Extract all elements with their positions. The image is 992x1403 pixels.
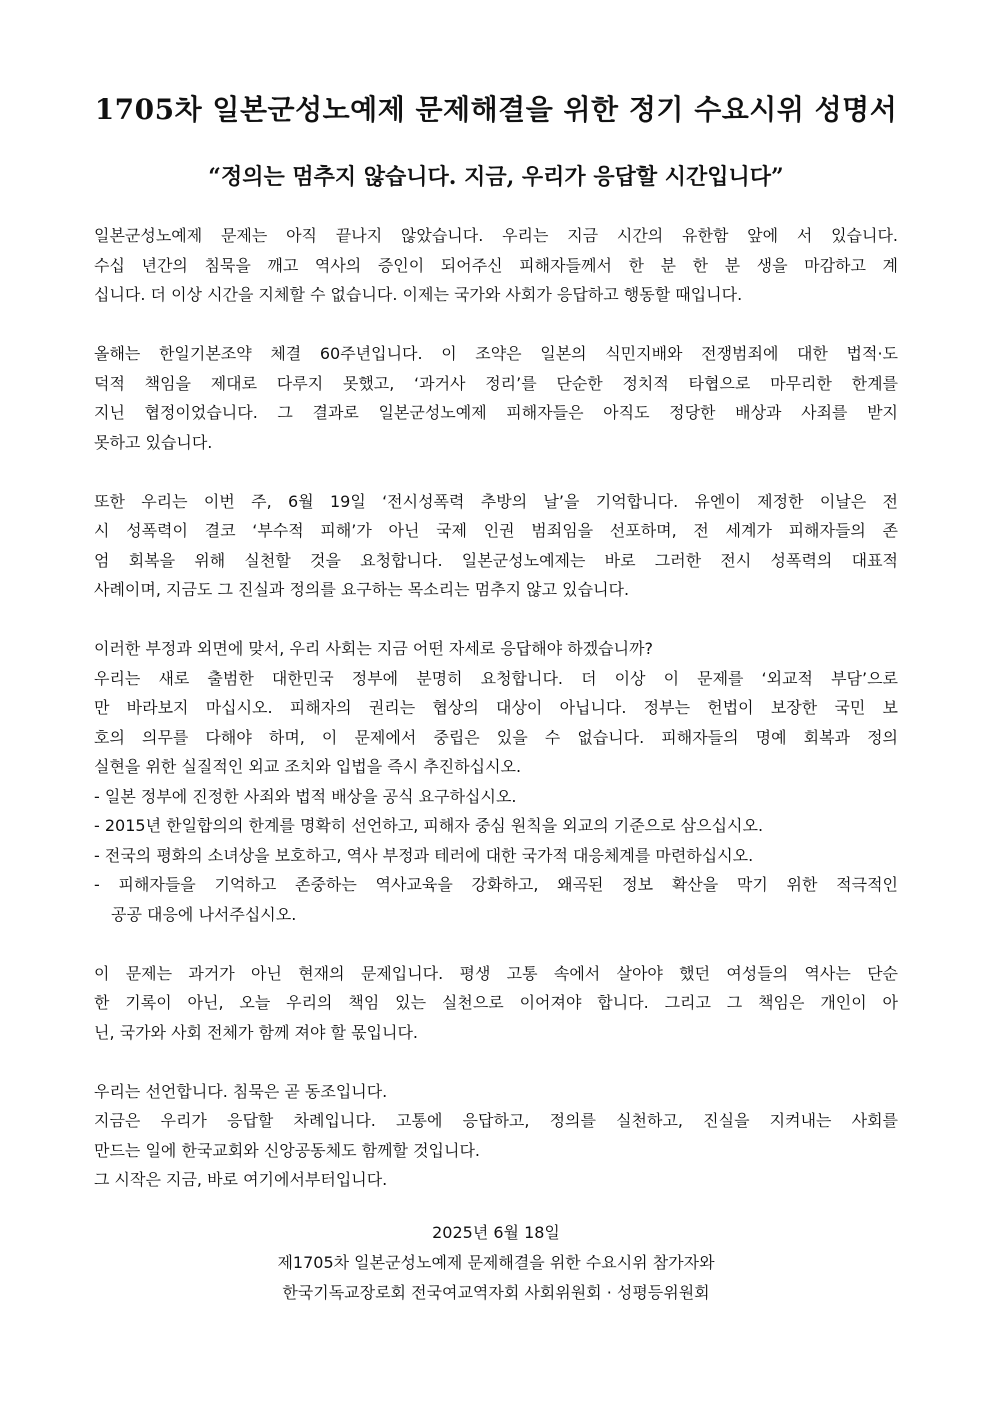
text-line: 실현을 위한 실질적인 외교 조치와 입법을 즉시 추진하십시오. [94,757,522,776]
text-line: 십니다. 더 이상 시간을 지체할 수 없습니다. 이제는 국가와 사회가 응답하고 행동할 때입니다. [94,285,743,304]
document-subtitle: “정의는 멈추지 않습니다. 지금, 우리가 응답할 시간입니다” [208,164,784,190]
signatory-line: 한국기독교장로회 전국여교역자회 사회위원회 · 성평등위원회 [282,1283,710,1302]
text-line: 이러한 부정과 외면에 맞서, 우리 사회는 지금 어떤 자세로 응답해야 하겠습니까? [94,639,654,658]
text-line: 또한 우리는 이번 주, 6월 19일 ‘전시성폭력 추방의 날’을 기억합니다. 유엔이 제정한 이날은 전 [94,491,898,511]
paragraph-gap [94,457,898,487]
paragraph-gap [94,929,898,959]
text-line: 이 문제는 과거가 아닌 현재의 문제입니다. 평생 고통 속에서 살아야 했던 여성들의 역사는 단순 [94,963,898,983]
paragraph-gap [94,310,898,340]
text-line: 만 바라보지 마십시오. 피해자의 권리는 협상의 대상이 아닙니다. 정부는 헌법이 보장한 국민 보 [94,698,898,717]
text-line: 수십 년간의 침묵을 깨고 역사의 증인이 되어주신 피해자들께서 한 분 한 분 생을 마감하고 계 [94,255,898,275]
paragraph-gap [94,1047,898,1077]
signature-block [0,1218,992,1308]
list-item: - 피해자들을 기억하고 존중하는 역사교육을 강화하고, 왜곡된 정보 확산을 막기 위한 적극적인 [94,875,898,894]
text-line: 만드는 일에 한국교회와 신앙공동체도 함께할 것입니다. [94,1140,481,1160]
text-line: 우리는 선언합니다. 침묵은 곧 동조입니다. [94,1081,388,1101]
text-line: 지닌 협정이었습니다. 그 결과로 일본군성노예제 피해자들은 아직도 정당한 배상과 사죄를 받지 [94,403,898,422]
text-line: 그 시작은 지금, 바로 여기에서부터입니다. [94,1170,388,1189]
document-title: 1705차 일본군성노예제 문제해결을 위한 정기 수요시위 성명서 [94,93,898,126]
text-line: 일본군성노예제 문제는 아직 끝나지 않았습니다. 우리는 지금 시간의 유한함 앞에 서 있습니다. [94,226,898,245]
list-item: - 전국의 평화의 소녀상을 보호하고, 역사 부정과 테러에 대한 국가적 대응체계를 마련하십시오. [94,845,754,865]
text-line: 우리는 새로 출범한 대한민국 정부에 분명히 요청합니다. 더 이상 이 문제를 ‘외교적 부담’으로 [94,668,898,688]
text-line: 닌, 국가와 사회 전체가 함께 져야 할 몫입니다. [94,1022,418,1042]
signatory-line: 제1705차 일본군성노예제 문제해결을 위한 수요시위 참가자와 [277,1253,715,1272]
text-line: 못하고 있습니다. [94,432,213,452]
list-item: - 일본 정부에 진정한 사죄와 법적 배상을 공식 요구하십시오. [94,786,517,806]
text-line: 호의 의무를 다해야 하며, 이 문제에서 중립은 있을 수 없습니다. 피해자들의 명예 회복과 정의 [94,727,898,747]
paragraph-gap [94,605,898,635]
text-line: 덕적 책임을 제대로 다루지 못했고, ‘과거사 정리’를 단순한 정치적 타협으로 마무리한 한계를 [94,373,898,393]
list-item: - 2015년 한일합의의 한계를 명확히 선언하고, 피해자 중심 원칙을 외교의 기준으로 삼으십시오. [94,816,764,835]
text-line: 엄 회복을 위해 실천할 것을 요청합니다. 일본군성노예제는 바로 그러한 전시 성폭력의 대표적 [94,550,898,570]
text-line: 올해는 한일기본조약 체결 60주년입니다. 이 조약은 일본의 식민지배와 전쟁범죄에 대한 법적·도 [94,344,898,363]
text-line: 한 기록이 아닌, 오늘 우리의 책임 있는 실천으로 이어져야 합니다. 그리고 그 책임은 개인이 아 [94,993,898,1012]
statement-date: 2025년 6월 18일 [432,1223,560,1242]
text-line: 사례이며, 지금도 그 진실과 정의를 요구하는 목소리는 멈추지 않고 있습니다. [94,580,630,599]
text-line: 지금은 우리가 응답할 차례입니다. 고통에 응답하고, 정의를 실천하고, 진실을 지켜내는 사회를 [94,1111,898,1130]
list-item-continuation: 공공 대응에 나서주십시오. [111,904,297,924]
statement-body [94,221,898,1195]
text-line: 시 성폭력이 결코 ‘부수적 피해’가 아닌 국제 인권 범죄임을 선포하며, 전 세계가 피해자들의 존 [94,521,898,540]
